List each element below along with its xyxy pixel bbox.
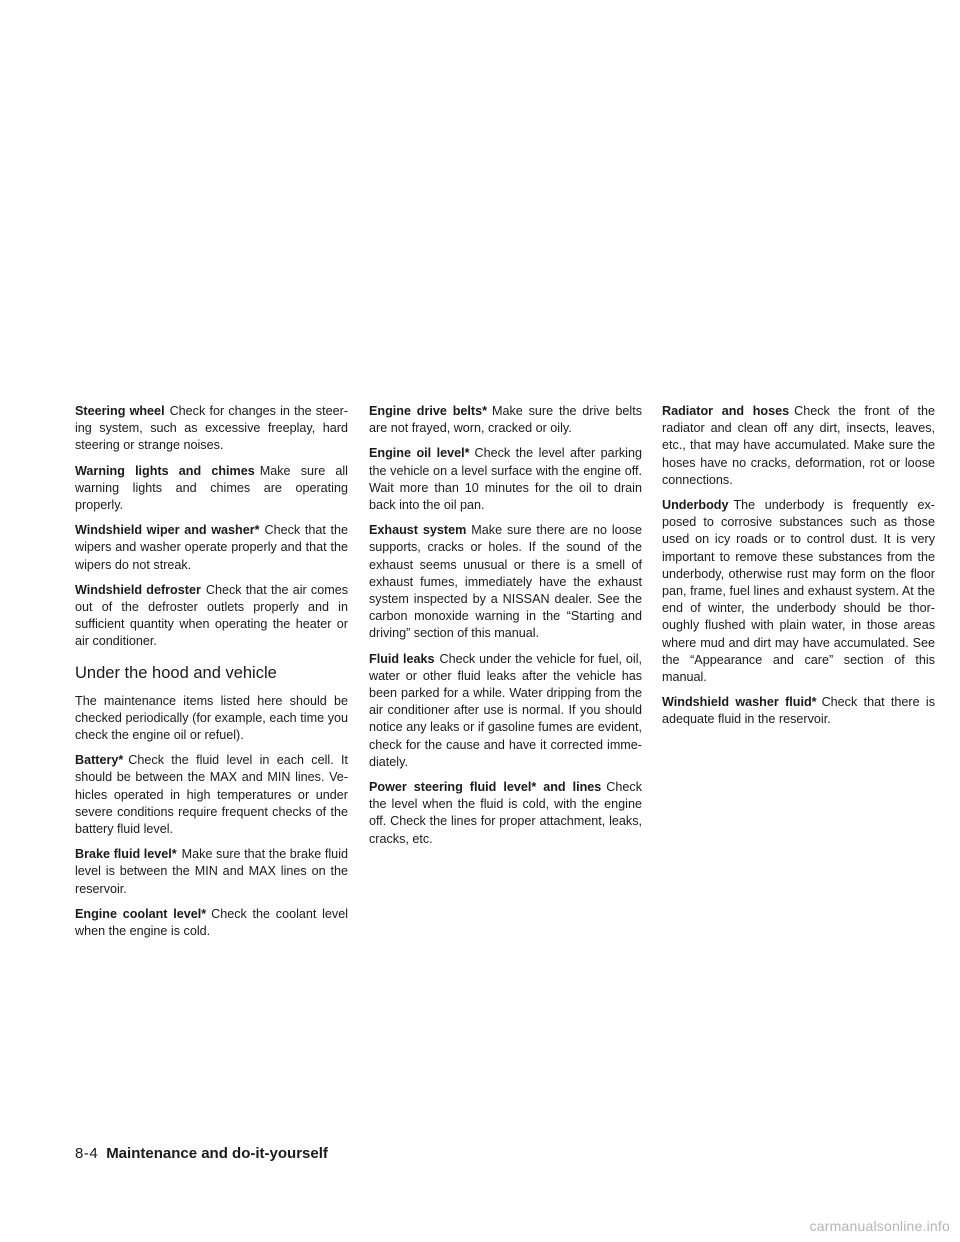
item-text: The underbody is frequently ex-posed to corrosive substances such as those used on icy roads or to control dust. It is very important to remove these substances from the underbody, otherwise rust may form on the floor pan, frame, fuel lines and exhaust system. At the end of winter, the underbody should be thor-oughly flushed with plain water, in those areas where mud and dirt may have accumulated. See the “Appearance and care” section of this manual.	[662, 498, 935, 685]
item-text: Make sure there are no loose supports, cracks or holes. If the sound of the exhaust seems unusual or there is a smell of exhaust fumes, immediately have the exhaust system inspected by a NISSAN dealer. See the carbon monoxide warning in the “Starting and driving” section of this manual.	[369, 523, 642, 641]
item-engine-coolant	[75, 906, 348, 940]
item-brake-fluid	[75, 846, 348, 898]
item-text: Check that there is adequate fluid in the reservoir.	[662, 695, 935, 727]
item-exhaust	[369, 522, 642, 642]
item-title: Battery*	[75, 753, 124, 768]
section-heading: Under the hood and vehicle	[75, 663, 277, 682]
column-3	[662, 403, 935, 737]
item-text: Check the level after parking the vehicle on a level surface with the engine off. Wait more than 10 minutes for the oil to drain back into the oil pan.	[369, 446, 642, 513]
item-title: Windshield washer fluid*	[662, 695, 817, 710]
item-text: Check under the vehicle for fuel, oil, water or other fluid leaks after the vehicle has been parked for a while. Water dripping from the air conditioner after use is normal. If you should notice any leaks or if gasoline fumes are evident, check for the cause and have it corrected imme-diately.	[369, 651, 642, 769]
item-text: Check the fluid level in each cell. It should be between the MAX and MIN lines. Ve-hicles operated in high temperatures or under severe conditions require frequent checks of the battery fluid level.	[75, 753, 348, 837]
item-title: Underbody	[662, 498, 729, 513]
item-title: Windshield wiper and washer*	[75, 523, 260, 538]
item-title: Brake fluid level*	[75, 847, 177, 862]
item-text: Check that the wipers and washer operate properly and that the wipers do not streak.	[75, 523, 348, 572]
item-fluid-leaks	[369, 651, 642, 771]
item-warning-lights	[75, 463, 348, 515]
page-number: 8-4	[75, 1145, 99, 1162]
item-title: Steering wheel	[75, 404, 165, 418]
item-radiator	[662, 403, 935, 489]
item-drive-belts	[369, 403, 642, 437]
page-footer	[75, 1145, 328, 1163]
item-power-steering	[369, 779, 642, 848]
item-title: Power steering fluid level* and lines	[369, 780, 602, 795]
item-defroster	[75, 582, 348, 651]
item-text: Make sure all warning lights and chimes are operating properly.	[75, 463, 348, 513]
item-text: Make sure the drive belts are not frayed, worn, cracked or oily.	[369, 404, 642, 436]
item-title: Engine oil level*	[369, 446, 470, 461]
item-text: Make sure that the brake fluid level is between the MIN and MAX lines on the reservoir.	[75, 847, 348, 896]
section-intro: The maintenance items listed here should be checked periodically (for example, each time you check the engine oil or refuel).	[75, 693, 348, 743]
item-text: Check the coolant level when the engine is cold.	[75, 906, 349, 939]
item-text: Check the level when the fluid is cold, with the engine off. Check the lines for proper attachment, leaks, cracks, etc.	[369, 780, 642, 846]
item-washer-fluid	[662, 694, 935, 728]
item-steering-wheel	[75, 403, 348, 455]
item-text: Check that the air comes out of the defroster outlets properly and in sufficient quantity when operating the heater or air conditioner.	[75, 582, 349, 649]
chapter-title: Maintenance and do-it-yourself	[106, 1145, 328, 1162]
item-title: Radiator and hoses	[662, 404, 790, 418]
column-1	[75, 403, 348, 948]
item-text: Check for changes in the steer-ing system, such as excessive freeplay, hard steering or strange noises.	[75, 404, 348, 453]
item-title: Engine coolant level*	[75, 906, 207, 921]
item-battery	[75, 752, 348, 838]
item-title: Warning lights and chimes	[75, 463, 255, 478]
item-title: Engine drive belts*	[369, 404, 488, 418]
watermark: carmanualsonline.info	[809, 1218, 950, 1234]
column-2	[369, 403, 642, 856]
item-underbody	[662, 497, 935, 686]
item-title: Exhaust system	[369, 523, 467, 538]
item-title: Fluid leaks	[369, 651, 435, 666]
item-engine-oil	[369, 445, 642, 514]
item-wiper-washer	[75, 522, 348, 574]
item-title: Windshield defroster	[75, 582, 201, 597]
item-text: Check the front of the radiator and clean off any dirt, insects, leaves, etc., that may have accumulated. Make sure the hoses have no cracks, deformation, rot or loose connections.	[662, 404, 935, 487]
